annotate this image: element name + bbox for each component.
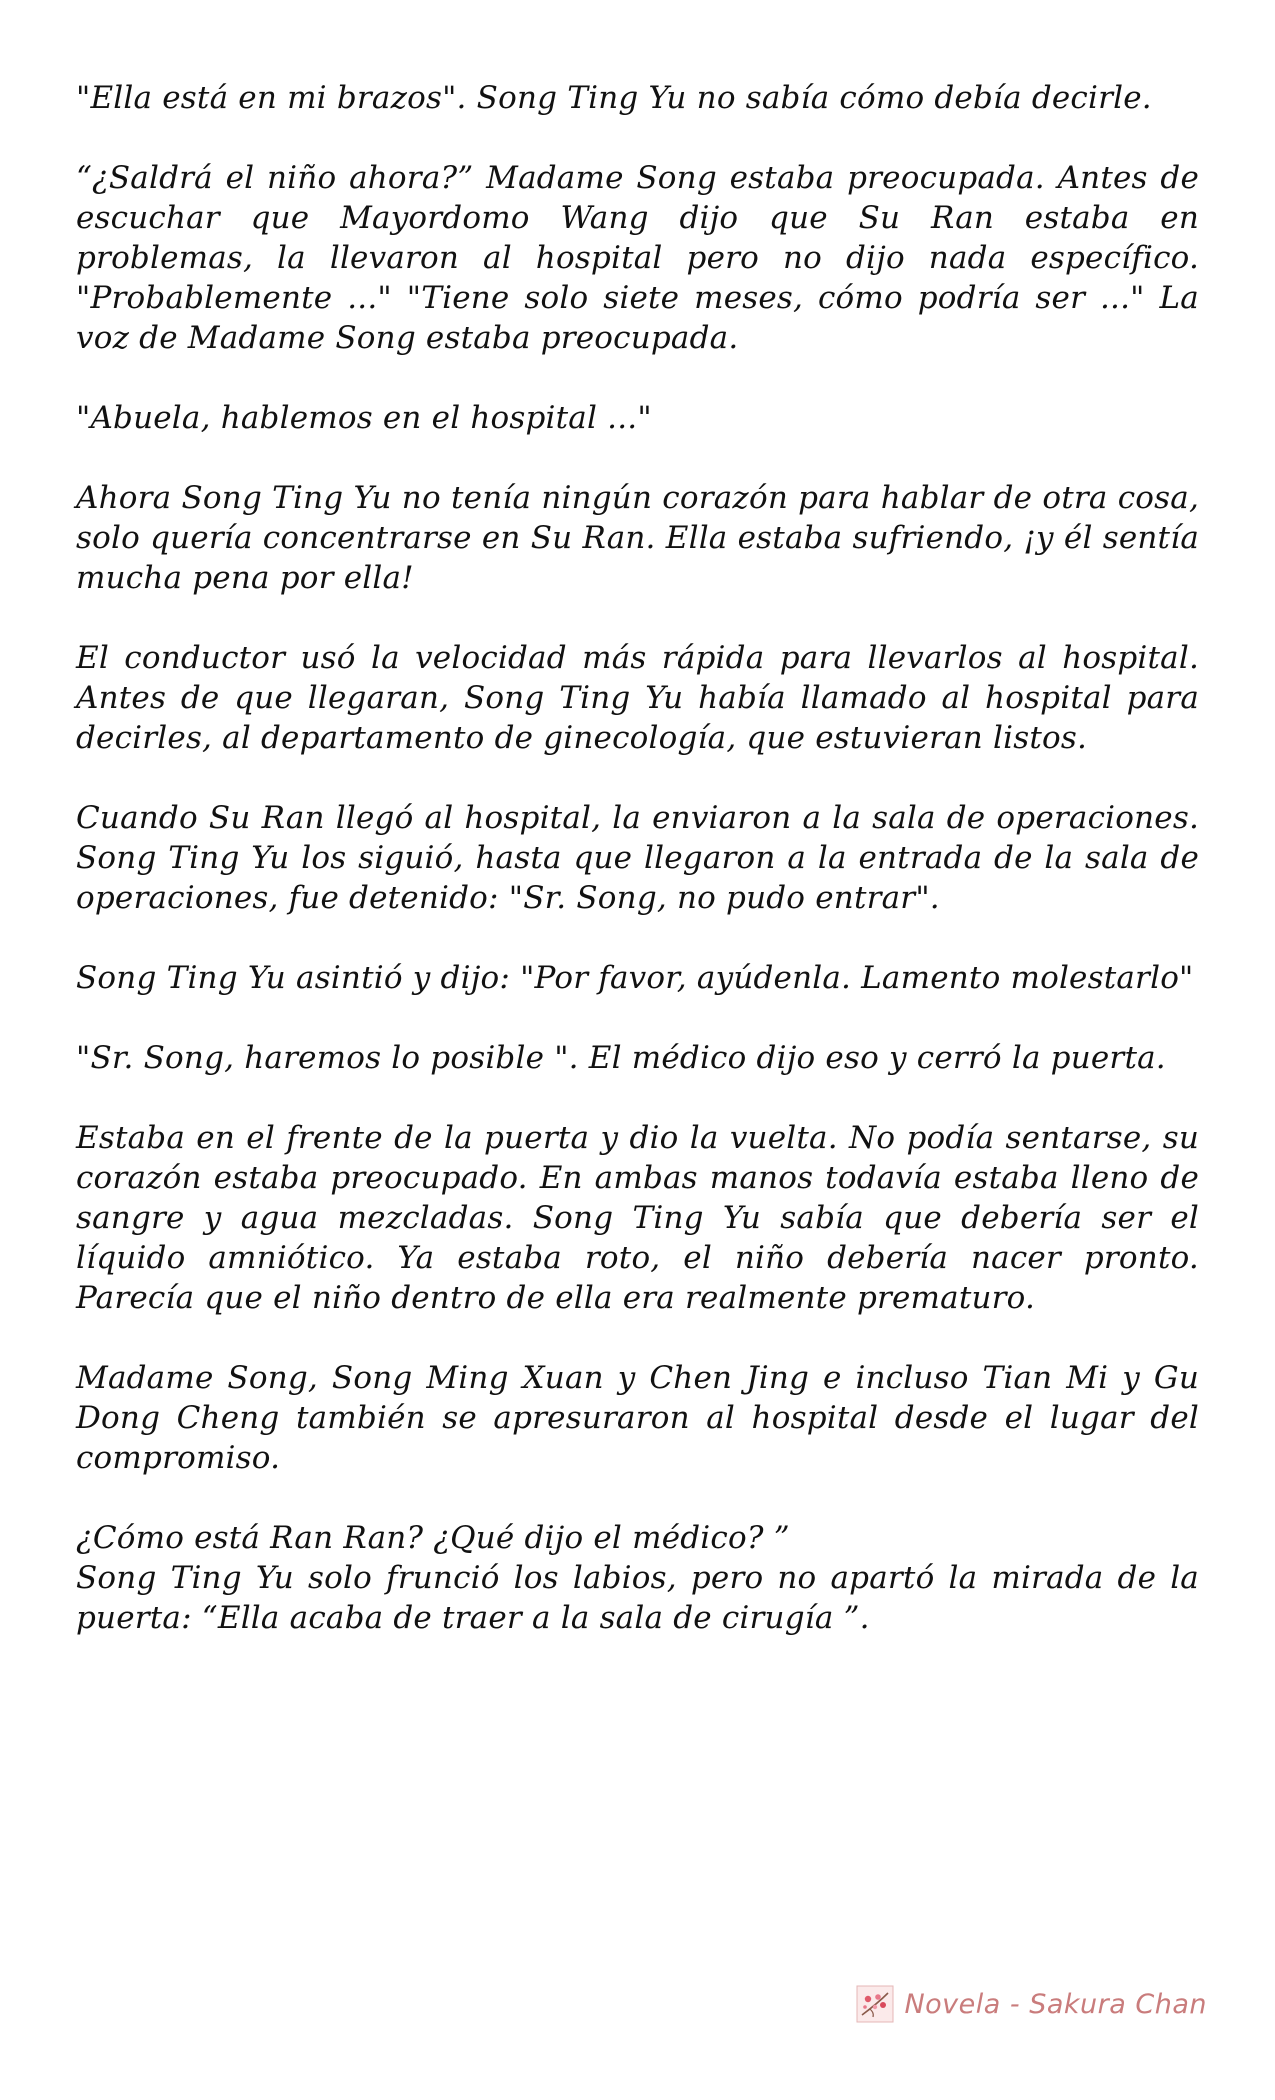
paragraph: Song Ting Yu asintió y dijo: "Por favor, ayúdenla. Lamento molestarlo" (76, 960, 1194, 996)
paragraph: "Ella está en mi brazos". Song Ting Yu no sabía cómo debía decirle. (76, 80, 1152, 116)
paragraph: "Sr. Song, haremos lo posible ". El médico dijo eso y cerró la puerta. (76, 1040, 1166, 1076)
watermark-text: Novela - Sakura Chan (904, 1988, 1207, 2020)
paragraph: Ahora Song Ting Yu no tenía ningún corazón para hablar de otra cosa, solo quería concentrarse en Su Ran. Ella estaba sufriendo, ¡y él sentía mucha pena por ella! (76, 480, 1199, 596)
watermark (856, 1985, 1207, 2023)
sakura-flower-icon (856, 1985, 894, 2023)
paragraph: Madame Song, Song Ming Xuan y Chen Jing e incluso Tian Mi y Gu Dong Cheng también se apresuraron al hospital desde el lugar del compromiso. (76, 1360, 1199, 1476)
paragraph: “¿Saldrá el niño ahora?” Madame Song estaba preocupada. Antes de escuchar que Mayordomo Wang dijo que Su Ran estaba en problemas, la llevaron al hospital pero no dijo nada específico. "Probablemente ..." "Tiene solo siete meses, cómo podría ser ..." La voz de Madame Song estaba preocupada. (76, 160, 1199, 356)
document-body (76, 78, 1199, 1678)
paragraph: "Abuela, hablemos en el hospital ..." (76, 400, 652, 436)
paragraph: Cuando Su Ran llegó al hospital, la enviaron a la sala de operaciones. Song Ting Yu los siguió, hasta que llegaron a la entrada de la sala de operaciones, fue detenido: "Sr. Song, no pudo entrar". (76, 800, 1199, 916)
paragraph: Estaba en el frente de la puerta y dio la vuelta. No podía sentarse, su corazón estaba preocupado. En ambas manos todavía estaba lleno de sangre y agua mezcladas. Song Ting Yu sabía que debería ser el líquido amniótico. Ya estaba roto, el niño debería nacer pronto. Parecía que el niño dentro de ella era realmente prematuro. (76, 1120, 1199, 1316)
paragraph: Song Ting Yu solo frunció los labios, pero no apartó la mirada de la puerta: “Ella acaba de traer a la sala de cirugía ”. (76, 1560, 1199, 1636)
paragraph: El conductor usó la velocidad más rápida para llevarlos al hospital. Antes de que llegaran, Song Ting Yu había llamado al hospital para decirles, al departamento de ginecología, que estuvieran listos. (76, 640, 1199, 756)
paragraph: ¿Cómo está Ran Ran? ¿Qué dijo el médico? ” (76, 1520, 790, 1556)
